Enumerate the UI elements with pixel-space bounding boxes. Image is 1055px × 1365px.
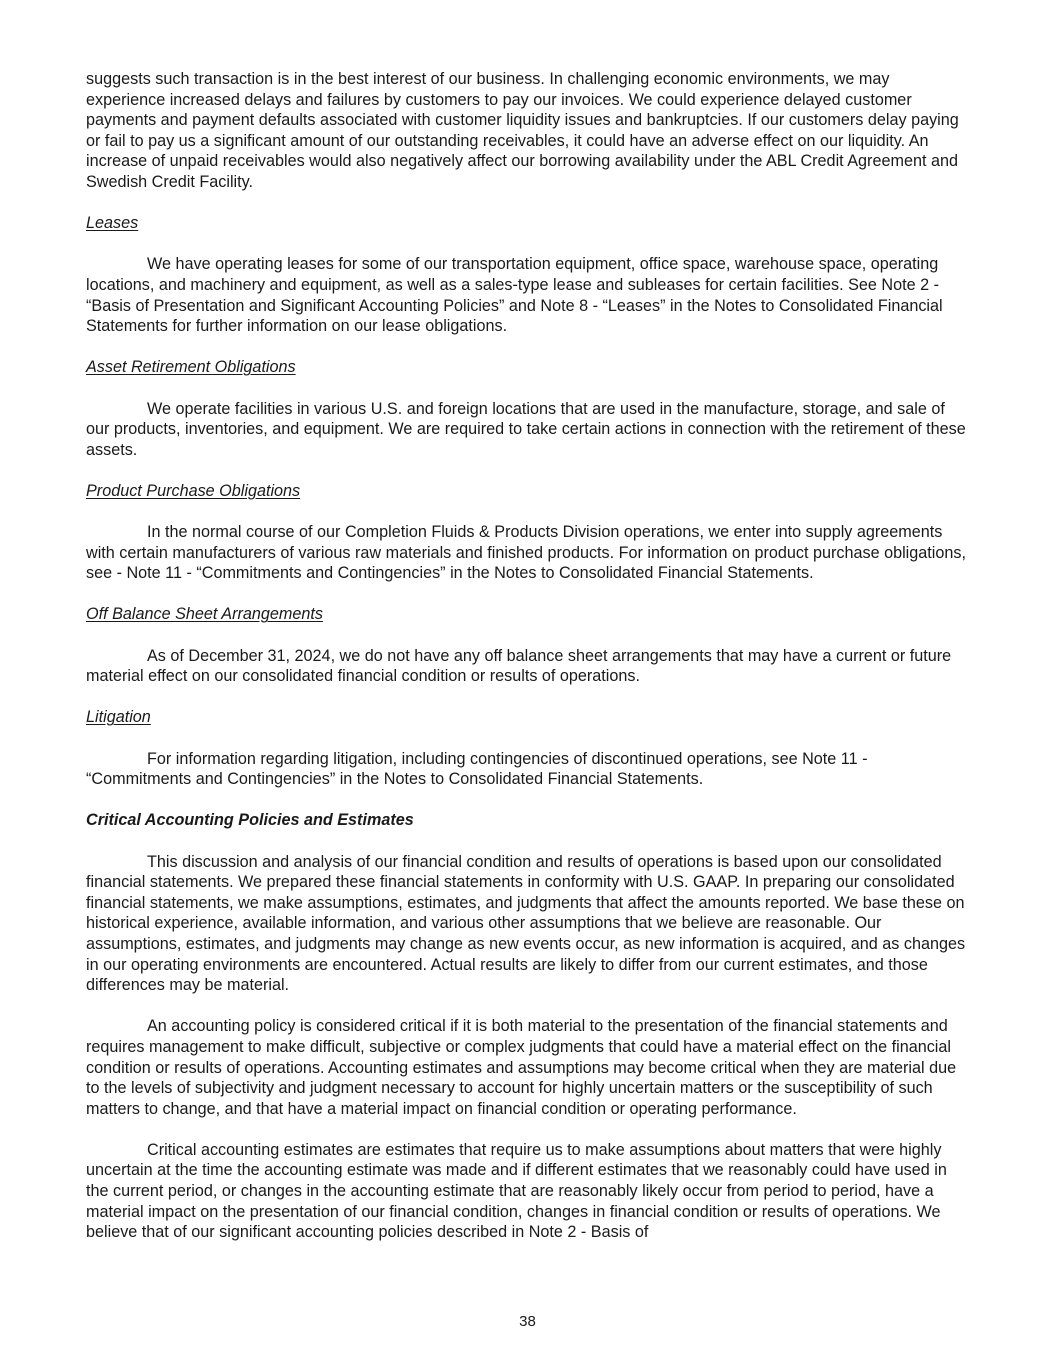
page-number: 38 — [519, 1313, 536, 1330]
litigation-paragraph: For information regarding litigation, including contingencies of discontinued operations, see Note 11 - “Commitments and Contingencies” in the Notes to Consolidated Financial Statements. — [86, 749, 868, 789]
critical-accounting-heading: Critical Accounting Policies and Estimates — [86, 811, 414, 830]
critical-accounting-paragraph-3: Critical accounting estimates are estimates that require us to make assumptions about matters that were highly uncertain at the time the accounting estimate was made and if different estimates that we reasonably could have used in the current period, or changes in the accounting estimate that are reasonably likely occur from period to period, have a material impact on the presentation of our financial condition, changes in financial condition or results of operations. We believe that of our significant accounting policies described in Note 2 - Basis of — [86, 1140, 947, 1242]
product-purchase-obligations-paragraph: In the normal course of our Completion Fluids & Products Division operations, we enter into supply agreements with certain manufacturers of various raw materials and finished products. For information on product purchase obligations, see - Note 11 - “Commitments and Contingencies” in the Notes to Consolidated Financial Statements. — [86, 523, 966, 583]
off-balance-sheet-heading: Off Balance Sheet Arrangements — [86, 605, 323, 624]
intro-paragraph: suggests such transaction is in the best interest of our business. In challenging economic environments, we may experience increased delays and failures by customers to pay our invoices. We could experience delayed customer payments and payment defaults associated with customer liquidity issues and bankruptcies. If our customers delay paying or fail to pay us a significant amount of our outstanding receivables, it could have an adverse effect on our liquidity. An increase of unpaid receivables would also negatively affect our borrowing availability under the ABL Credit Agreement and Swedish Credit Facility. — [86, 70, 959, 191]
critical-accounting-paragraph-1: This discussion and analysis of our financial condition and results of operations is based upon our consolidated financial statements. We prepared these financial statements in conformity with U.S. GAAP. In preparing our consolidated financial statements, we make assumptions, estimates, and judgments that affect the amounts reported. We base these on historical experience, available information, and various other assumptions that we believe are reasonable. Our assumptions, estimates, and judgments may change as new events occur, as new information is acquired, and as changes in our operating environments are encountered. Actual results are likely to differ from our current estimates, and those differences may be material. — [86, 852, 966, 995]
product-purchase-obligations-heading: Product Purchase Obligations — [86, 481, 301, 500]
litigation-heading: Litigation — [86, 708, 151, 727]
asset-retirement-obligations-heading: Asset Retirement Obligations — [86, 358, 296, 377]
leases-paragraph: We have operating leases for some of our transportation equipment, office space, warehouse space, operating locations, and machinery and equipment, as well as a sales-type lease and subleases for certain facilities. See Note 2 - “Basis of Presentation and Significant Accounting Policies” and Note 8 - “Leases” in the Notes to Consolidated Financial Statements for further information on our lease obligations. — [86, 255, 943, 336]
document-page — [86, 69, 970, 1263]
asset-retirement-obligations-paragraph: We operate facilities in various U.S. and foreign locations that are used in the manufacture, storage, and sale of our products, inventories, and equipment. We are required to take certain actions in connection with the retirement of these assets. — [86, 399, 966, 459]
leases-heading: Leases — [86, 214, 139, 233]
critical-accounting-paragraph-2: An accounting policy is considered critical if it is both material to the presentation of the financial statements and requires management to make difficult, subjective or complex judgments that could have a material effect on the financial condition or results of operations. Accounting estimates and assumptions may become critical when they are material due to the levels of subjectivity and judgment necessary to account for highly uncertain matters or the susceptibility of such matters to change, and that have a material impact on financial condition or operating performance. — [86, 1017, 957, 1118]
off-balance-sheet-paragraph: As of December 31, 2024, we do not have any off balance sheet arrangements that may have a current or future material effect on our consolidated financial condition or results of operations. — [86, 646, 952, 686]
